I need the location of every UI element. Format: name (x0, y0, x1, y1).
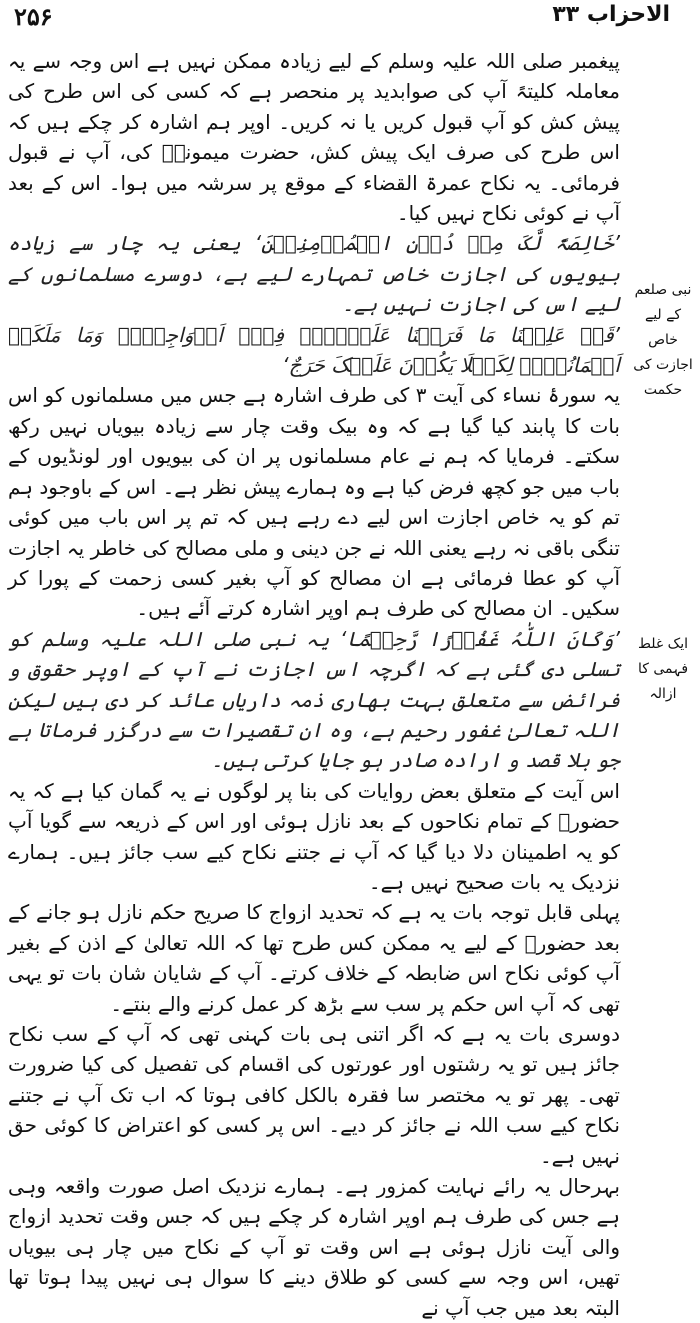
paragraph: بہرحال یہ رائے نہایت کمزور ہے۔ ہمارے نزدیک اصل صورت واقعہ وہی ہے جس کی طرف ہم اوپر اشارہ کر چکے ہیں کہ جس وقت تحدید ازواج والی آیت نازل ہوئی ہے اس وقت تو آپ کے نکاح میں چار ہی بیویاں تھیں، اس وجہ سے کسی کو طلاق دینے کا سوال ہی نہیں پیدا ہوتا تھا البتہ بعد میں جب آپ نے (8, 1174, 620, 1320)
chapter-title: الاحزاب ۳۳ (552, 2, 670, 27)
margin-note-wisdom: نبی صلعم کے لیے خاص اجازت کی حکمت (633, 282, 693, 398)
paragraph: دوسری بات یہ ہے کہ اگر اتنی ہی بات کہنی تھی کہ آپ کے سب نکاح جائز ہیں تو یہ رشتوں اور عورتوں کی اقسام کی تفصیل کی کیا ضرورت تھی۔ پھر تو یہ مختصر سا فقرہ بالکل کافی ہوتا کہ اب تک آپ نے جتنے نکاح کیے سب اللہ نے جائز کر دیے۔ اس پر کسی کو اعتراض کا کوئی حق نہیں ہے۔ (8, 1022, 620, 1168)
paragraph: پیغمبر صلی اللہ علیہ وسلم کے لیے زیادہ ممکن نہیں ہے اس وجہ سے یہ معاملہ کلیتہً آپ کی صوابدید پر منحصر ہے کہ کسی کی اس طرح کی پیش کش کو آپ قبول کریں یا نہ کریں۔ اوپر ہم اشارہ کر چکے ہیں کہ اس طرح کی صرف ایک پیش کش، حضرت میمونہؓ کی، آپ نے قبول فرمائی۔ یہ نکاح عمرۃ القضاء کے موقع پر سرشہ میں ہوا۔ اس کے بعد آپ نے کوئی نکاح نہیں کیا۔ (8, 49, 620, 226)
margin-notes (630, 0, 696, 1101)
paragraph: یہ سورۂ نساء کی آیت ۳ کی طرف اشارہ ہے جس میں مسلمانوں کو اس بات کا پابند کیا گیا ہے کہ وہ بیک وقت چار سے زیادہ بیویاں نہیں رکھ سکتے۔ فرمایا کہ ہم نے عام مسلمانوں پر ان کی بیویوں اور لونڈیوں کے باب میں جو کچھ فرض کیا ہے وہ ہمارے پیش نظر ہے۔ اس کے باوجود ہم تم کو یہ خاص اجازت اس لیے دے رہے ہیں کہ تم پر اس باب میں کوئی تنگی باقی نہ رہے یعنی اللہ نے جن دینی و ملی مصالح کی خاطر یہ اجازت آپ کو عطا فرمائی ہے ان مصالح کو آپ بغیر کسی زحمت کے پورا کر سکیں۔ ان مصالح کی طرف ہم اوپر اشارہ کرتے آئے ہیں۔ (7, 383, 620, 621)
verse-paragraph: ’قَدۡ عَلِمۡنَا مَا فَرَضۡنَا عَلَیۡہِمۡ فِیۡۤ اَزۡوَاجِہِمۡ وَمَا مَلَکَتۡ اَیۡمَانُہُمۡ لِکَیۡلَا یَکُوۡنَ عَلَیۡکَ حَرَجٌ‘ (8, 322, 620, 378)
paragraph: پہلی قابل توجہ بات یہ ہے کہ تحدید ازواج کا صریح حکم نازل ہو جانے کے بعد حضورؐ کے لیے یہ ممکن کس طرح تھا کہ اللہ تعالیٰ کے اذن کے بغیر آپ کوئی نکاح اس ضابطہ کے خلاف کرتے۔ آپ کے شایان شان بات تو یہی تھی کہ آپ اس حکم پر سب سے بڑھ کر عمل کرنے والے بنتے۔ (8, 900, 620, 1016)
paragraph: اس آیت کے متعلق بعض روایات کی بنا پر لوگوں نے یہ گمان کیا ہے کہ یہ حضورؐ کے تمام نکاحوں کے بعد نازل ہوئی اور اس کے ذریعہ سے گویا آپ کو یہ اطمینان دلا دیا گیا کہ آپ نے جتنے نکاح کیے سب جائز ہیں۔ ہمارے نزدیک یہ بات صحیح نہیں ہے۔ (8, 778, 620, 894)
commentary-body (7, 46, 621, 1320)
verse-paragraph: ’وَکَانَ اللّٰہُ غَفُوۡرًا رَّحِیۡمًا‘ یہ نبی صلی اللہ علیہ وسلم کو تسلی دی گئی ہے کہ اگرچہ اس اجازت نے آپ کے اوپر حقوق و فرائض سے متعلق بہت بھاری ذمہ داریاں عائد کر دی ہیں لیکن اللہ تعالیٰ غفور رحیم ہے، وہ ان تقصیرات سے درگزر فرماتا ہے جو بلا قصد و ارادہ صادر ہو جایا کرتی ہیں۔ (8, 626, 621, 773)
margin-note-misconception: ایک غلط فہمی کا ازالہ (637, 636, 689, 702)
page-header (0, 2, 700, 32)
verse-paragraph: ’خَالِصَۃً لَّکَ مِنۡ دُوۡنِ الۡمُؤۡمِنِیۡنَ‘ یعنی یہ چار سے زیادہ بیویوں کی اجازت خاص تمہارے لیے ہے، دوسرے مسلمانوں کے لیے اس کی اجازت نہیں ہے۔ (8, 231, 620, 317)
page-number: ۲۵۶ (14, 2, 53, 31)
